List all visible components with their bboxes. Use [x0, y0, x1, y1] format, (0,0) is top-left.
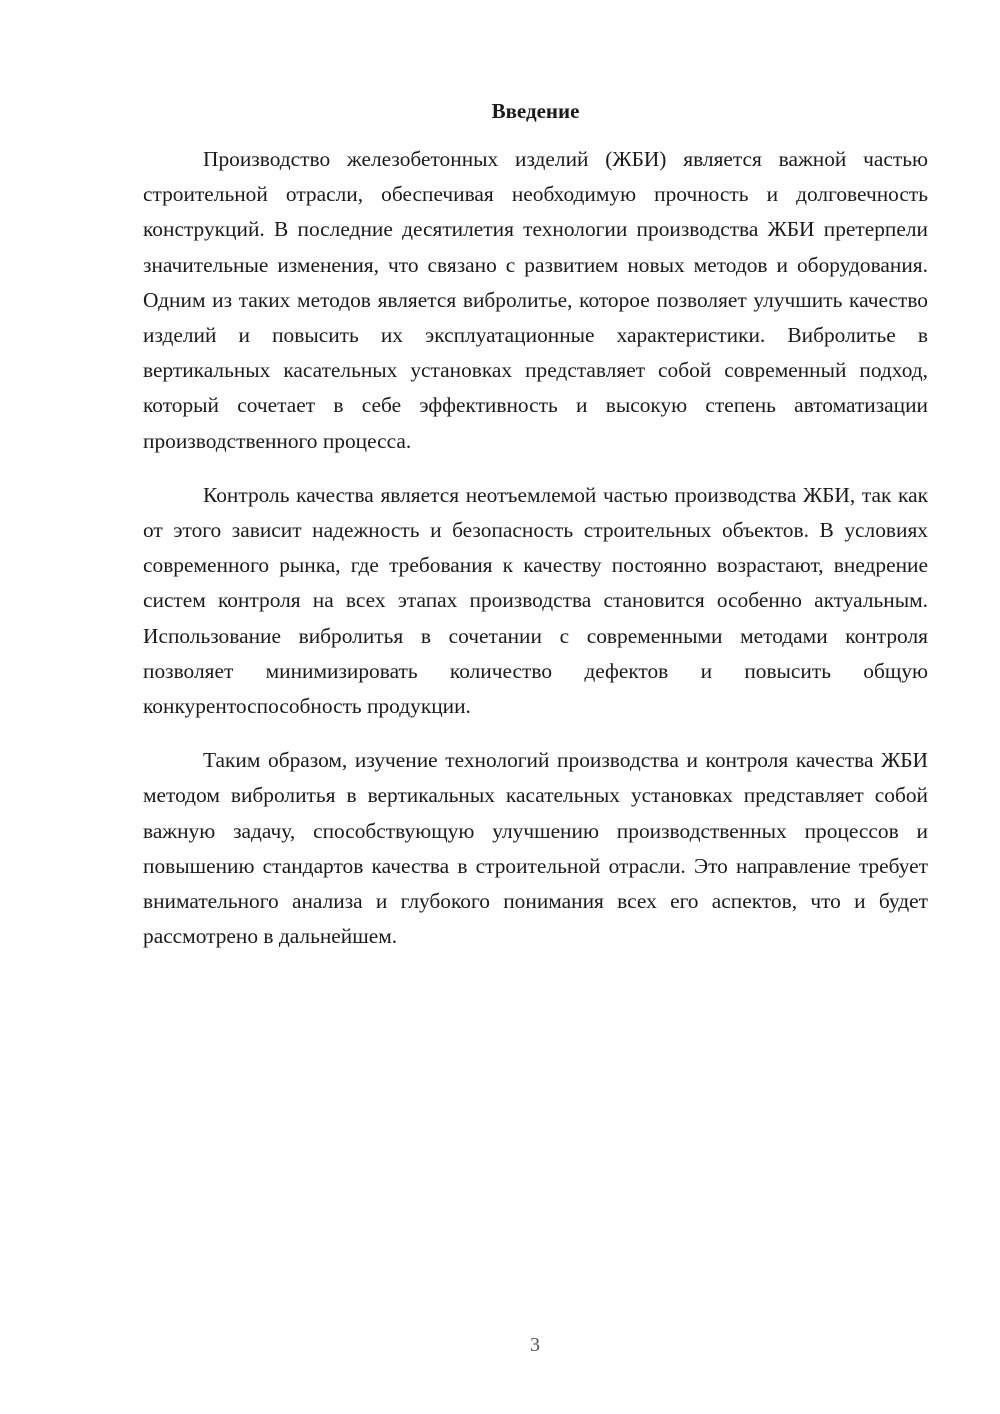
paragraph-conclusion: Таким образом, изучение технологий производства и контроля качества ЖБИ методом вибролитья в вертикальных касательных установках представляет собой важную задачу, способствующую улучшению производственных процессов и повышению стандартов качества в строительной отрасли. Это направление требует внимательного анализа и глубокого понимания всех его аспектов, что и будет рассмотрено в дальнейшем.: [143, 748, 928, 949]
paragraph-quality-control: Контроль качества является неотъемлемой частью производства ЖБИ, так как от этого зависит надежность и безопасность строительных объектов. В условиях современного рынка, где требования к качеству постоянно возрастают, внедрение систем контроля на всех этапах производства становится особенно актуальным. Использование вибролитья в сочетании с современными методами контроля позволяет минимизировать количество дефектов и повысить общую конкурентоспособность продукции.: [143, 482, 928, 719]
page-number: 3: [530, 1334, 540, 1356]
section-title: Введение: [491, 99, 580, 123]
paragraph-intro: Производство железобетонных изделий (ЖБИ) является важной частью строительной отрасли, обеспечивая необходимую прочность и долговечность конструкций. В последние десятилетия технологии производства ЖБИ претерпели значительные изменения, что связано с развитием новых методов и оборудования. Одним из таких методов является вибролитье, которое позволяет улучшить качество изделий и повысить их эксплуатационные характеристики. Вибролитье в вертикальных касательных установках представляет собой современный подход, который сочетает в себе эффективность и высокую степень автоматизации производственного процесса.: [143, 147, 928, 453]
page-content: [143, 96, 928, 973]
